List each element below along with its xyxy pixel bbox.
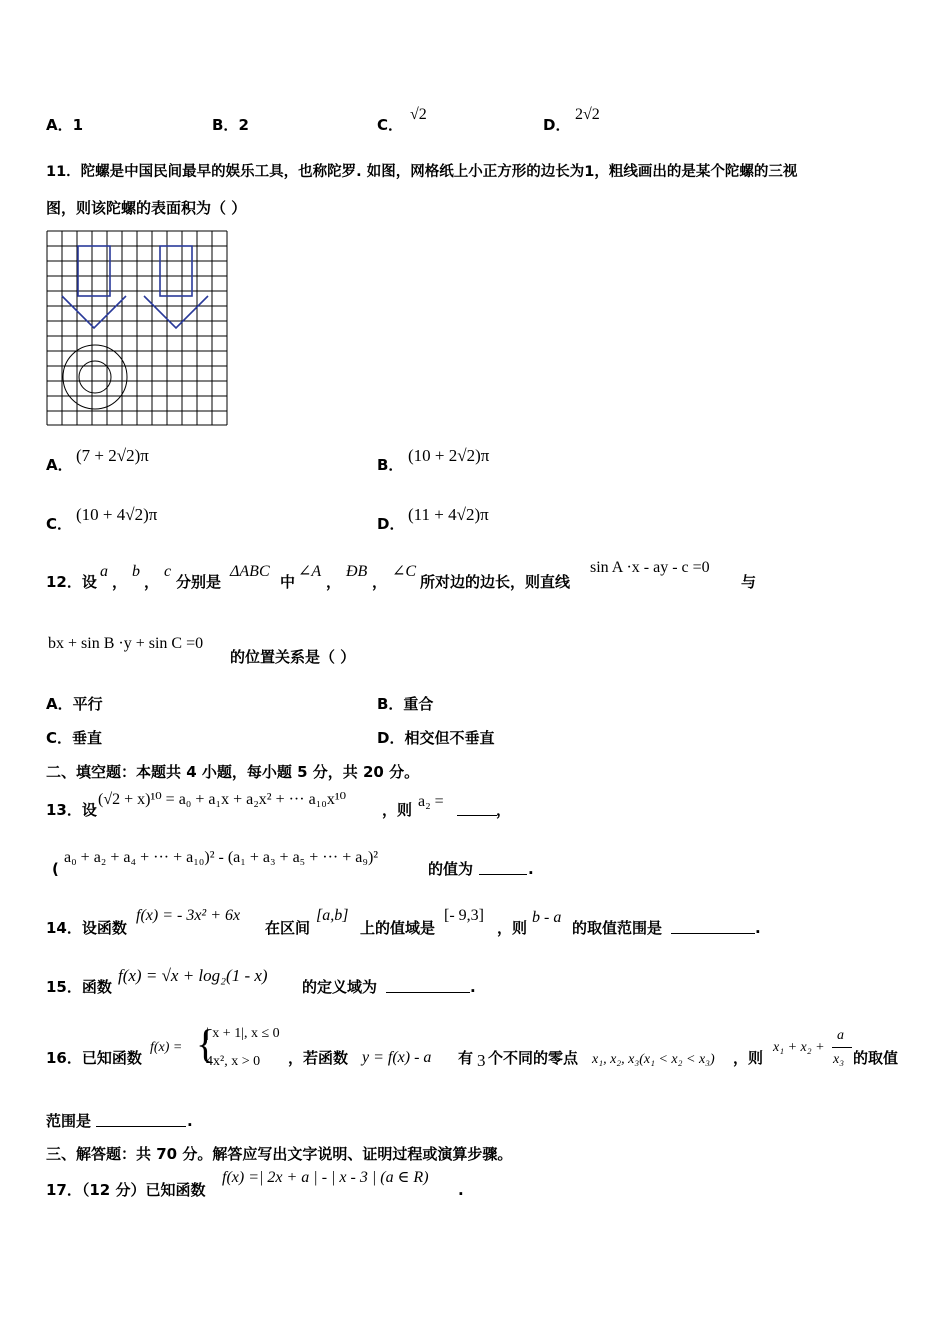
q15-blank[interactable] [386,978,470,993]
q12-option-b: B．重合 [377,695,434,713]
q11-three-view-figure [44,228,230,428]
q11-option-b: (10 + 2√2)π [408,446,490,465]
q16-period: . [187,1112,193,1130]
q13-open-paren: ( [52,860,59,878]
side-view [144,246,208,328]
q10-option-b: B．2 [212,116,249,134]
q12-var-a: a [100,563,108,580]
q16-g: y = f(x) - a [362,1049,432,1066]
q12-text-yu: 与 [741,573,757,591]
q17-period: . [458,1181,464,1199]
q14-prefix: 14．设函数 [46,919,127,937]
q11-stem-line1: 11．陀螺是中国民间最早的娱乐工具，也称陀罗. 如图，网格纸上小正方形的边长为1，粗线画出的是某个陀螺的三视 [46,164,798,180]
front-view [62,246,126,328]
q16-text-ruo: ，若函数 [288,1049,349,1067]
q16-n: 3 [477,1051,486,1070]
q15-period: . [470,978,476,996]
q11-option-c-label: C． [46,515,73,533]
q11-option-b-label: B． [377,456,404,474]
q10-option-d-label: D． [543,116,571,134]
q11-option-a-label: A． [46,456,73,474]
q10-option-c-value: √2 [410,106,427,123]
q12-comma2: ， [144,573,160,591]
q14-text-range: 上的值域是 [360,919,436,937]
q12-option-a: A．平行 [46,695,103,713]
q16-f-label: f(x) = [150,1040,183,1055]
q11-stem-line2: 图，则该陀螺的表面积为（ ） [46,199,247,217]
q12-comma1: ， [112,573,128,591]
q17-function: f(x) =| 2x + a | - | x - 3 | (a ∈ R) [222,1169,429,1186]
section2-heading: 二、填空题：本题共 4 小题，每小题 5 分，共 20 分。 [46,763,420,781]
q17-prefix: 17．（12 分）已知函数 [46,1181,206,1199]
q12-option-c: C．垂直 [46,729,103,747]
q12-comma3: ， [326,573,342,591]
q12-line1-equation: sin A ·x - ay - c =0 [590,559,710,576]
q13-blank-2[interactable] [479,860,527,875]
q13-text-value: 的值为 [428,860,474,878]
q16-frac-bar [832,1047,852,1048]
top-view [63,345,127,409]
q16-blank[interactable] [96,1112,186,1127]
q16-case1: | x + 1|, x ≤ 0 [206,1026,280,1041]
q10-option-d-value: 2√2 [575,106,600,123]
q12-comma4: ， [372,573,388,591]
q16-frac-den: x₃ [833,1052,845,1067]
q16-text-zeros: 个不同的零点 [488,1049,579,1067]
q16-prefix: 16．已知函数 [46,1049,142,1067]
q10-option-a: A．1 [46,116,84,134]
q12-option-d: D．相交但不垂直 [377,729,495,747]
q12-var-b: b [132,563,140,580]
q13-expansion: (√2 + x)¹⁰ = a₀ + a₁x + a₂x² + ··· a₁₀x¹⁰ [98,791,347,808]
q12-var-c: c [164,563,172,580]
q13-comma: ， [496,801,512,819]
q12-text-zhong: 中 [280,573,296,591]
q10-option-c-label: C． [377,116,404,134]
q11-option-c: (10 + 4√2)π [76,505,158,524]
q12-angle-b: ÐB [346,563,368,580]
q16-case2: 4x², x > 0 [206,1054,261,1069]
q13-blank-1[interactable] [457,801,497,816]
q13-a2: a₂ = [418,793,444,810]
q12-question-end: 的位置关系是（ ） [230,648,356,666]
q12-text-duibian: 所对边的边长，则直线 [420,573,571,591]
q14-text-ze: ，则 [497,919,528,937]
q16-text-fanwei: 范围是 [46,1112,92,1130]
q16-text-you: 有 [458,1049,474,1067]
q14-range: [- 9,3] [444,907,484,924]
q15-function: f(x) = √x + log₂(1 - x) [118,966,268,985]
q14-interval: [a,b] [316,907,349,924]
q12-triangle: ΔABC [230,563,270,580]
q13-prefix: 13．设 [46,801,97,819]
q16-frac-num: a [837,1028,844,1043]
grid-lines [47,231,227,425]
q12-angle-c: ∠C [392,563,417,580]
q11-option-d-label: D． [377,515,405,533]
q16-sum-expr: x₁ + x₂ + [773,1040,825,1055]
q14-blank[interactable] [671,919,755,934]
q12-prefix: 12．设 [46,573,97,591]
q14-diff: b - a [532,909,562,926]
q13-expression: a₀ + a₂ + a₄ + ··· + a₁₀)² - (a₁ + a₃ + a₅ + ··· + a₉)² [64,849,379,866]
q12-angle-a: ∠A [298,563,322,580]
q16-text-ze: ，则 [733,1049,764,1067]
q16-brace: { [196,1021,216,1066]
q14-text-interval: 在区间 [265,919,311,937]
q13-period: . [528,860,534,878]
q16-text-quzhi: 的取值 [853,1049,899,1067]
q11-option-d: (11 + 4√2)π [408,505,489,524]
q11-option-a: (7 + 2√2)π [76,446,149,465]
section3-heading: 三、解答题：共 70 分。解答应写出文字说明、证明过程或演算步骤。 [46,1145,513,1163]
q12-line2-equation: bx + sin B ·y + sin C =0 [48,635,204,652]
q15-text-domain: 的定义域为 [302,978,378,996]
q14-function: f(x) = - 3x² + 6x [136,907,241,924]
q14-period: . [755,919,761,937]
q12-text-fenbie: 分别是 [176,573,222,591]
q13-text-ze: ，则 [382,801,413,819]
q15-prefix: 15．函数 [46,978,112,996]
q14-text-quzhi: 的取值范围是 [572,919,663,937]
q16-zeros: x₁, x₂, x₃(x₁ < x₂ < x₃) [592,1052,715,1067]
